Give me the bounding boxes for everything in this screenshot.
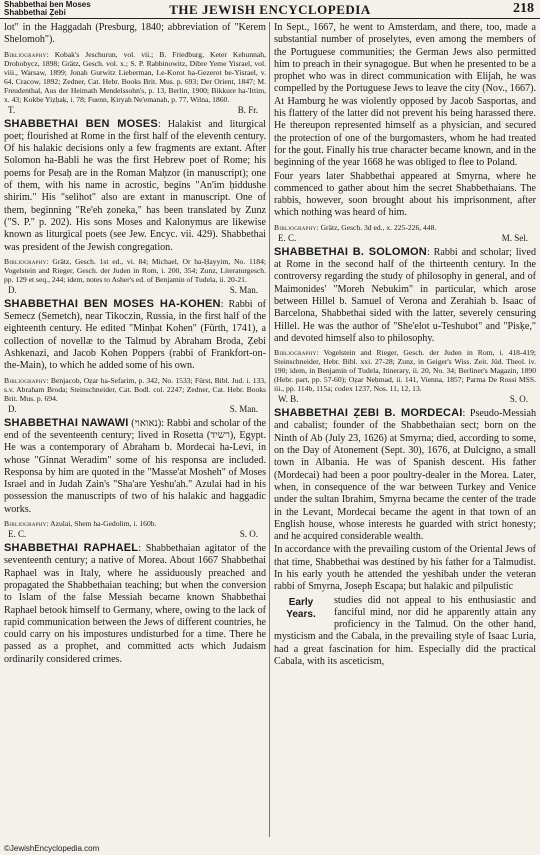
article <box>274 246 536 345</box>
page-number: 218 <box>513 1 534 16</box>
article-text: : Rabbi of Semecz (Semetch), near Tikoczin, Russia, in the first half of the eighteenth century. He edited "Minḥat Kohen" (Fürth, 1741), a collection of novellæ to the Talmud by Abraham Broda, Ẓebi Ashkenazi, and Jacob Kohen Poppers (rabbi of Frankfort-on-the-Main), to which he added some of his own. <box>4 298 266 372</box>
signature-left: E. C. <box>278 232 297 243</box>
running-head-bottom: Shabbethai Ẓebi <box>4 8 66 17</box>
article-title: SHABBETHAI BEN MOSES <box>4 117 158 130</box>
signature <box>4 529 266 540</box>
article-text: : Rabbi and scholar; lived at Rome in the second half of the thirteenth century. In the controversy regarding the study of philosophy in general, and of Maimonides' "Moreh Nebukim" in particular, which arose between Hillel b. Samuel of Verona and Zerahiah b. Isaac of Barcelona, Shabbethai sided with the latter, severely censuring Hillel. He was the author of "She'elot u-Teshubot" and "Pisḳe," and devoted himself also to philosophy. <box>274 246 536 344</box>
article <box>274 407 536 543</box>
bibliography-label: Bibliography <box>274 348 317 358</box>
bibliography <box>4 519 266 528</box>
margin-note: Early Years. <box>286 596 316 620</box>
column-divider <box>269 22 270 837</box>
bibliography-label: Bibliography <box>4 49 47 59</box>
bibliography-label: Bibliography <box>4 519 47 529</box>
bibliography-text: : Grätz, Gesch. 3d ed., x. 225-226, 448. <box>316 222 437 232</box>
left-column <box>4 22 266 837</box>
bibliography-text: : Benjacob, Oẓar ha-Sefarim, p. 342, No. 1533; Fürst, Bibl. Jud. i. 133, s.v. Abraham Broda; Steinschneider, Cat. Bodl. col. 2247; Zedner, Cat. Hebr. Books Brit. Mus. p. 694. <box>4 375 266 403</box>
bibliography-text: : Vogelstein and Rieger, Gesch. der Juden in Rom, i. 418-419; Steinschneider, Hebr. Bibl. xxi. 27-28; Zunz, in Geiger's Wiss. Zeit. Jüd. Theol. iv. 190; idem, in Benjamin of Tudela, Itinerary, ii. 20, No. 34; Berliner's Magazin, 1890 (Hebr. part, pp. 57-60); Oẓar Neḥmad, ii. 141, Vienna, 1857; Parma De Rossi MSS. iii., pp. 114b, 115a; codex 1237, Nos. 11, 12, 13. <box>274 348 536 394</box>
article-title: SHABBETHAI NAWAWI <box>4 416 129 429</box>
paragraph: lot" in the Haggadah (Presburg, 1840; abbreviation of "Kerem Shelomoh"). <box>4 22 266 46</box>
signature-right: S. Man. <box>229 403 258 414</box>
article <box>4 417 266 516</box>
signature-right: M. Sel. <box>501 232 528 243</box>
signature-right: B. Fr. <box>237 104 258 115</box>
signature <box>4 285 266 296</box>
signature-left: T. <box>8 104 16 115</box>
paragraph: studies did not appeal to his enthusiastic and fanciful mind, nor did he apparently attain any proficiency in the Talmud. On the other hand, mysticism and the Cabala, in the prevailing style of Isaac Luria, had a great fascination for him. Especially did the practical Cabala, with its asceticism, <box>274 594 536 668</box>
signature <box>274 233 536 244</box>
bibliography-text: : Azulai, Shem ha-Gedolim, i. 160b. <box>46 519 157 529</box>
bibliography <box>4 257 266 284</box>
signature <box>4 105 266 116</box>
signature-left: E. C. <box>8 529 27 540</box>
bibliography <box>274 348 536 393</box>
article-text: : Shabbethaian agitator of the seventeenth century; a native of Morea. About 1667 Shabbethai Raphael was in Italy, where he assiduously preached and propagated the Shabbethaian teaching; but when the conversion to Islam of the false Messiah became known Shabbethai Raphael betook himself to Germany, where, owing to the lack of rapid communication between the Jews of different countries, he could carry on his impostures undisturbed for a time. There he passed as a prophet, and committed acts which Judaism ordinarily considered crimes. <box>4 543 266 665</box>
article <box>4 298 266 373</box>
article-title: SHABBETHAI BEN MOSES HA-KOHEN <box>4 297 221 310</box>
paragraph: Four years later Shabbethai appeared at Smyrna, where he commenced to gather about him the secret Shabbethaians. The rabbis, however, soon brought about his imprisonment, after which nothing was heard of him. <box>274 170 536 219</box>
article <box>4 118 266 254</box>
paragraph: In Sept., 1667, he went to Amsterdam, and there, too, made a substantial number of proselytes, even among the members of the Portuguese communities; the German Jews also permitted him to preach in their synagogue. But when he presented to be a prophet who was in direct communication with Elijah, he was compelled by the Portuguese Jews to leave the city (Nov., 1667). At Hamburg he was violently opposed by Jacob Sasportas, and his flattery of the latter did not prevent his being harassed there. He thereupon represented himself as a physician, and secured the protection of one of the burgomasters, whom he had treated for the gout. Finally his true character became known, and in the beginning of the year 1668 he was obliged to flee to Poland. <box>274 22 536 169</box>
bibliography <box>4 50 266 104</box>
signature-left: D. <box>8 403 17 414</box>
signature <box>274 394 536 405</box>
bibliography-label: Bibliography <box>4 375 47 385</box>
signature-left: D. <box>8 284 17 295</box>
article <box>4 542 266 666</box>
footer-credit: ©JewishEncyclopedia.com <box>4 844 100 853</box>
page-header <box>0 0 540 19</box>
article-title: SHABBETHAI ẒEBI B. MORDECAI <box>274 407 463 420</box>
running-head-top: Shabbethai ben Moses <box>4 0 91 9</box>
article-title: SHABBETHAI B. SOLOMON <box>274 245 427 258</box>
bibliography-text: : Grätz, Gesch. 1st ed., vi. 84; Michael, Or ha-Ḥayyim, No. 1184; Vogelstein and Rieger, Gesch. der Juden in Rom, i. 200, 354; Zunz, Literaturgesch. pp. 129 et seq., 244; idem, notes to Asher's ed. of Benjamin of Tudela, ii. 20-21. <box>4 256 266 284</box>
bibliography-text: : Kobak's Jeschurun, vol. vii.; B. Friedburg, Keter Kehunnah, Drohobycz, 1898; Grätz, Gesch. vol. x.; S. P. Rabbinowitz, Dibre Yeme Yisrael, vol. viii., Warsaw, 1899; Jonah Gurwitz Lieberman, Le-Korot ha-Gezerot be-Yisrael, v. 64, Cracow, 1892; Zedner, Cat. Hebr. Books Brit. Mus. p. 693; Der Orient, 1847; M. Freudenthal, Aus der Heimath Mendelssohn's, p. 13, Berlin, 1900; Bikkure ha-'Ittim, x. 43; Kokbe Yiẓḥaḳ, i. 78; Fuenn, Ḳiryah Ne'emanah, p. 77, Wilna, 1860. <box>4 49 266 104</box>
signature-right: S. O. <box>239 529 258 540</box>
signature-right: S. Man. <box>229 284 258 295</box>
article-text: : Halakist and liturgical poet; flourished at Rome in the first half of the eleventh century. Of his halakic decisions only a few fragments are extant. After Solomon ha-Babli he was the first Hebrew poet of Rome; his poems for Pesaḥ are in the Roman Maḥzor (in manuscript); one of them, with his name in acrostic, begins "An'im ḥiddushe shirim." His "selihot" also are extant in manuscript. One of them, beginning "Re'eh ẓoneka," has been translated by Zunz ("S. P." p. 202). His sons Moses and Kalonymus are likewise known as liturgical poets (see Jew. Encyc. vii. 429). Shabbethai was president of the Jewish congregation. <box>4 118 266 253</box>
signature <box>4 404 266 415</box>
right-column <box>274 22 536 837</box>
bibliography-label: Bibliography <box>4 256 47 266</box>
article-text: (נאואוי): Rabbi and scholar of the end of the seventeenth century; lived in Rosetta (רשיד), Egypt. He was a contemporary of Abraham b. Mordecai ha-Levi, in whose "Ginnat Weradim" some of his responsa are included. Responsa by him are quoted in the "Masse'at Mosheh" of Moses Israel and in Judah Zain's "Sha'are Yeshu'ah." Azulai had in his possession the manuscripts of two of his halakic and haggadic works. <box>4 417 266 515</box>
bibliography <box>274 223 536 232</box>
signature-right: S. O. <box>509 394 528 405</box>
bibliography <box>4 376 266 403</box>
page-title: THE JEWISH ENCYCLOPEDIA <box>169 2 371 17</box>
signature-left: W. B. <box>278 394 299 405</box>
article-title: SHABBETHAI RAPHAEL <box>4 542 139 555</box>
paragraph: In accordance with the prevailing custom of the Oriental Jews of that time, Shabbethai was destined by his father for a Talmudist. In his early youth he attended the yeshibah under the veteran rabbi of Smyrna, Joseph Escapa; but halakic and pilpulistic <box>274 544 536 593</box>
article-text: : Pseudo-Messiah and cabalist; founder of the Shabbethaian sect; born on the Ninth of Ab (July 23, 1626) at Smyrna; died, according to some, on the Day of Atonement (Sept. 30), 1676, at Dulcigno, a small town in Albania. He was of Spanish descent. His father (Mordecai) had been a poor poultry-dealer in the Morea. Later, when, in consequence of the war between Turkey and Venice under the sultan Ibrahim, Smyrna became the center of the trade in the Levant, Mordecai became the agent in that town of an English house, whose interests he guarded with strict honesty; and he acquired considerable wealth. <box>274 408 536 543</box>
bibliography-label: Bibliography <box>274 222 317 232</box>
